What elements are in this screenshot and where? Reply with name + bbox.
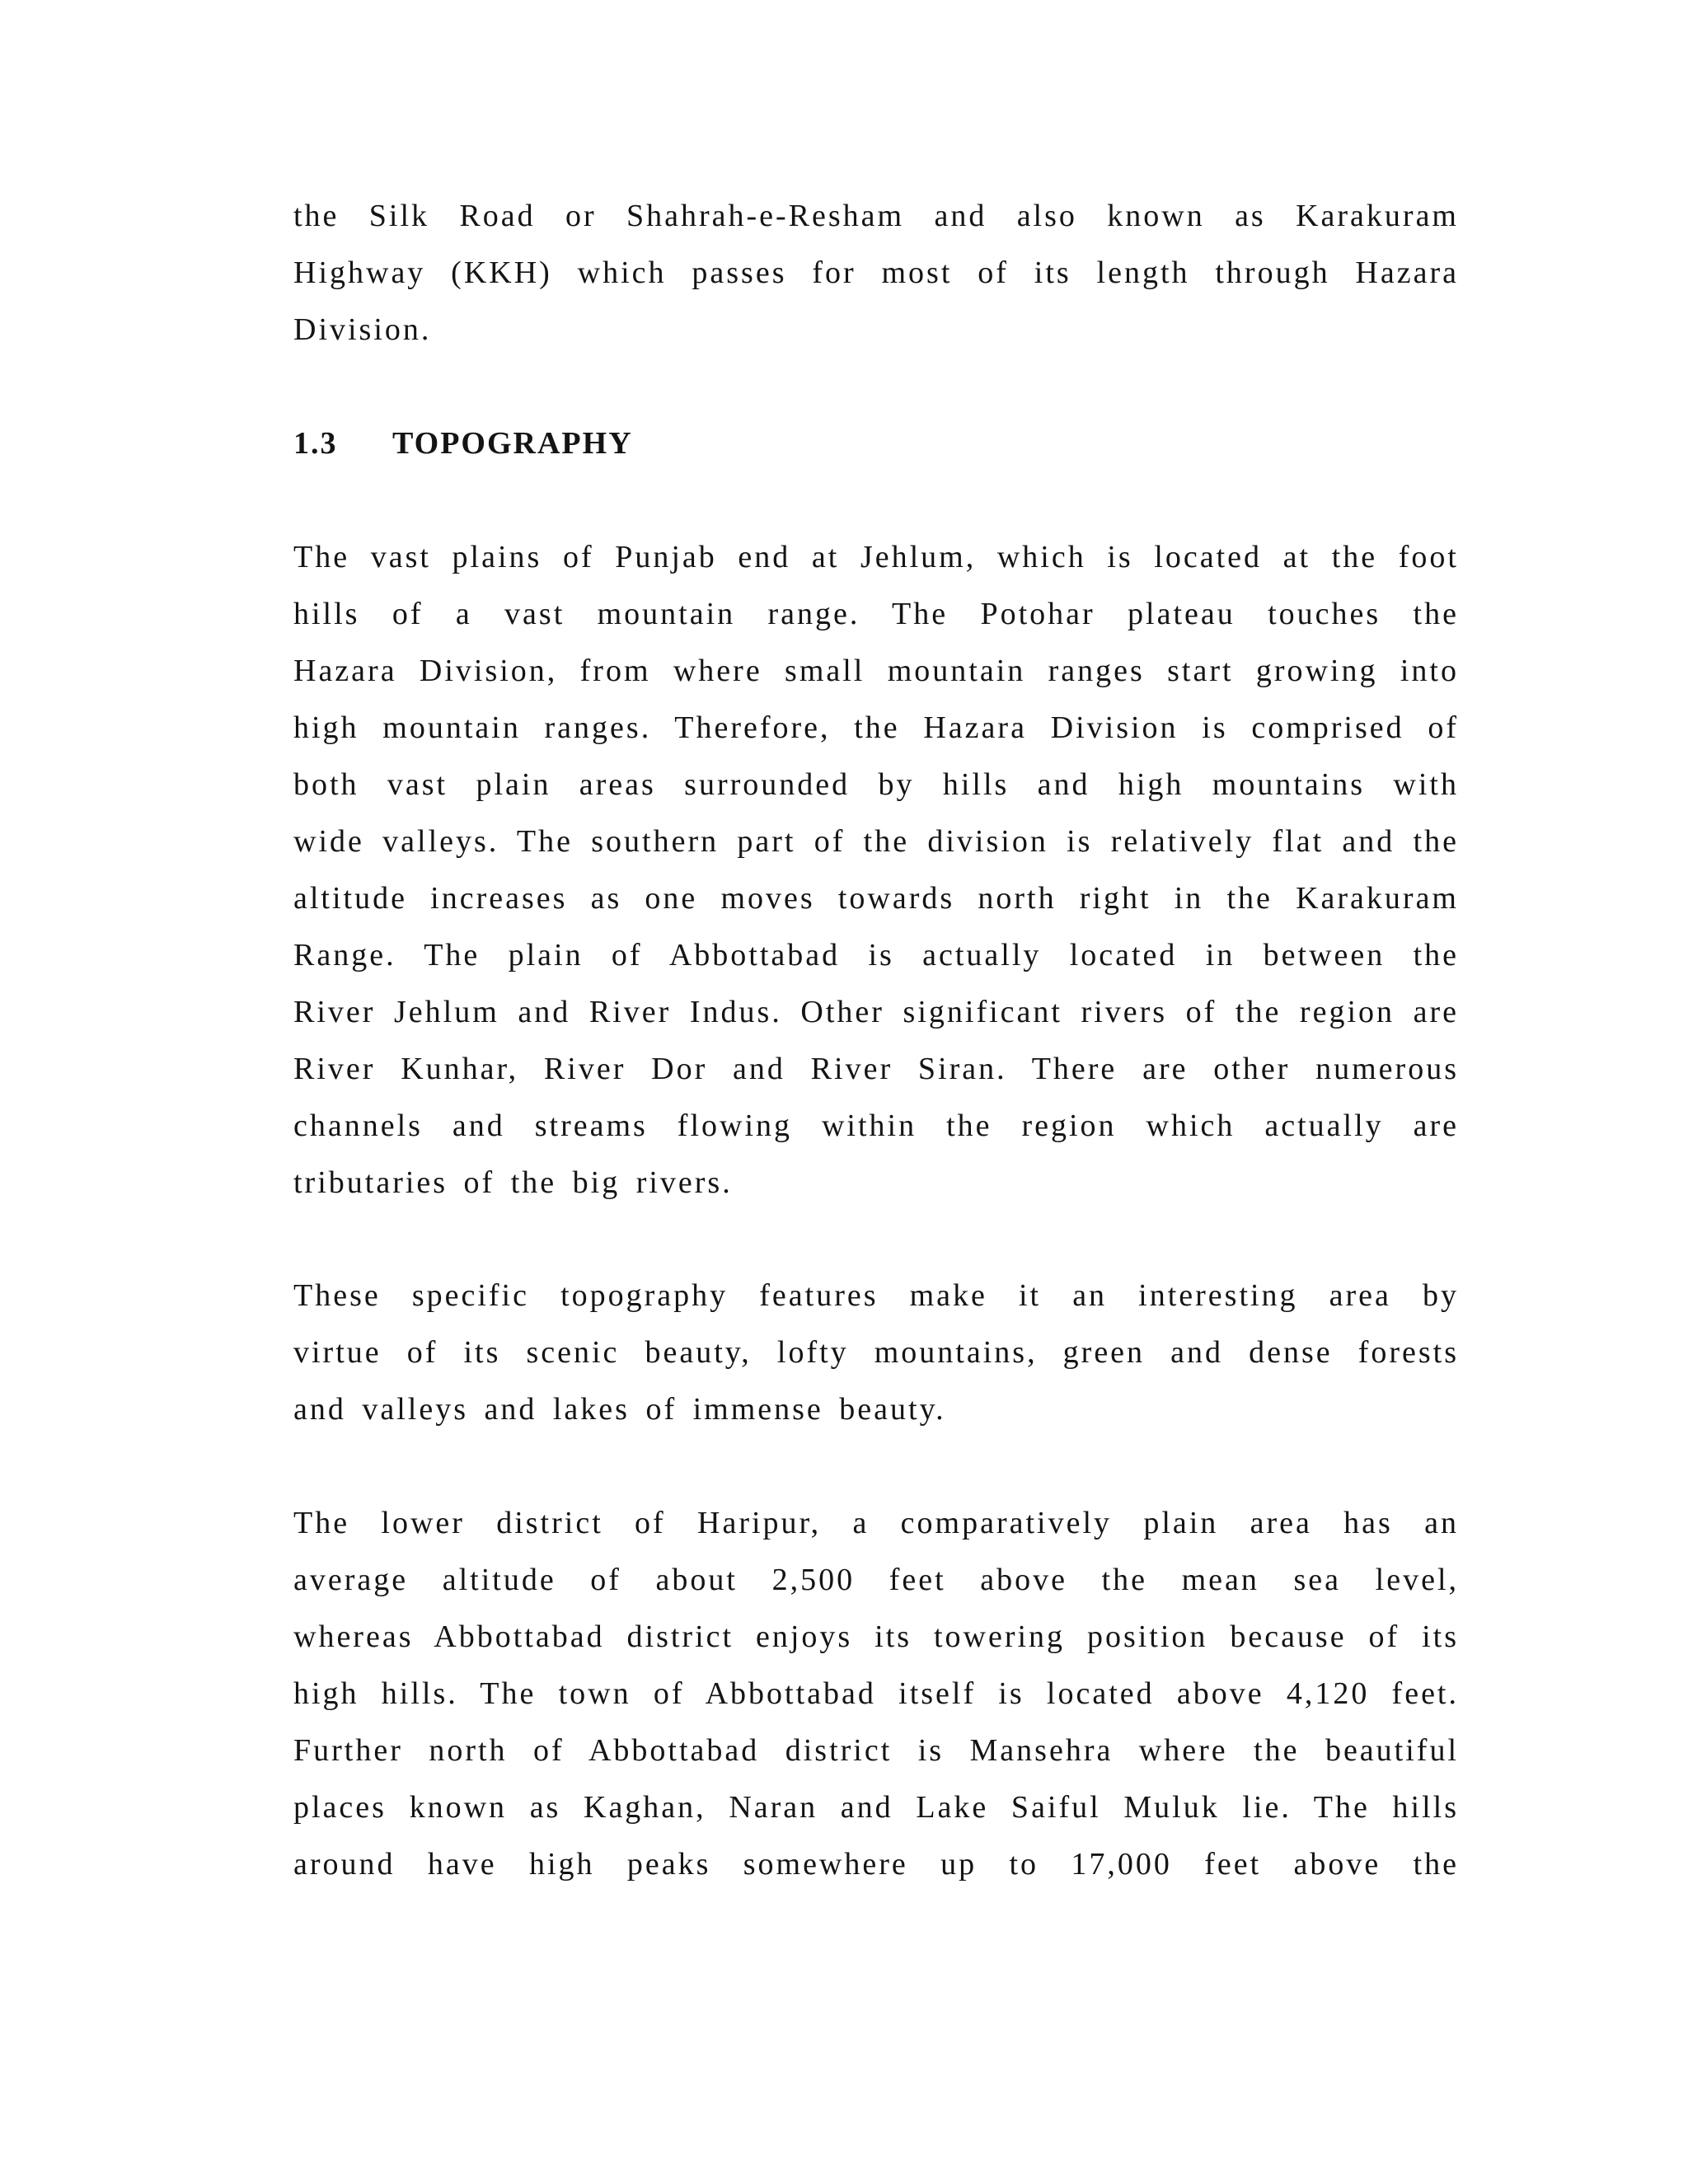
paragraph-line: virtue of its scenic beauty, lofty mountains, green and dense forests <box>293 1335 1459 1370</box>
paragraph-line: both vast plain areas surrounded by hills and high mountains with <box>293 767 1459 802</box>
paragraph-line: wide valleys. The southern part of the division is relatively flat and the <box>293 824 1459 859</box>
intro-line: the Silk Road or Shahrah-e-Resham and also known as Karakuram <box>293 199 1459 233</box>
paragraph-line: River Jehlum and River Indus. Other significant rivers of the region are <box>293 995 1459 1029</box>
paragraph-line: Range. The plain of Abbottabad is actually located in between the <box>293 938 1459 972</box>
paragraph-line: altitude increases as one moves towards north right in the Karakuram <box>293 881 1459 916</box>
paragraph-line: and valleys and lakes of immense beauty. <box>293 1392 946 1427</box>
paragraph-line: Further north of Abbottabad district is Mansehra where the beautiful <box>293 1733 1459 1768</box>
topography-paragraph-3 <box>293 1495 1459 1893</box>
paragraph-line: These specific topography features make it an interesting area by <box>293 1278 1459 1313</box>
section-title: TOPOGRAPHY <box>392 426 633 461</box>
paragraph-line: whereas Abbottabad district enjoys its towering position because of its <box>293 1619 1459 1654</box>
paragraph-line: Hazara Division, from where small mountain ranges start growing into <box>293 654 1459 688</box>
paragraph-line: The vast plains of Punjab end at Jehlum, which is located at the foot <box>293 540 1459 574</box>
paragraph-line: tributaries of the big rivers. <box>293 1165 733 1200</box>
section-heading <box>293 415 1459 472</box>
paragraph-line: high hills. The town of Abbottabad itself is located above 4,120 feet. <box>293 1676 1459 1711</box>
paragraph-line: average altitude of about 2,500 feet above the mean sea level, <box>293 1563 1459 1597</box>
intro-line: Division. <box>293 312 432 347</box>
paragraph-line: places known as Kaghan, Naran and Lake Saiful Muluk lie. The hills <box>293 1790 1459 1825</box>
paragraph-line: high mountain ranges. Therefore, the Hazara Division is comprised of <box>293 710 1459 745</box>
intro-paragraph <box>293 188 1459 359</box>
topography-paragraph-1 <box>293 529 1459 1212</box>
paragraph-line: River Kunhar, River Dor and River Siran. There are other numerous <box>293 1052 1459 1086</box>
paragraph-line: around have high peaks somewhere up to 17,000 feet above the <box>293 1847 1459 1882</box>
paragraph-line: The lower district of Haripur, a comparatively plain area has an <box>293 1506 1459 1540</box>
paragraph-line: channels and streams flowing within the region which actually are <box>293 1108 1459 1143</box>
section-number: 1.3 <box>293 426 338 461</box>
topography-paragraph-2 <box>293 1268 1459 1438</box>
intro-line: Highway (KKH) which passes for most of its length through Hazara <box>293 255 1459 290</box>
paragraph-line: hills of a vast mountain range. The Potohar plateau touches the <box>293 597 1459 631</box>
